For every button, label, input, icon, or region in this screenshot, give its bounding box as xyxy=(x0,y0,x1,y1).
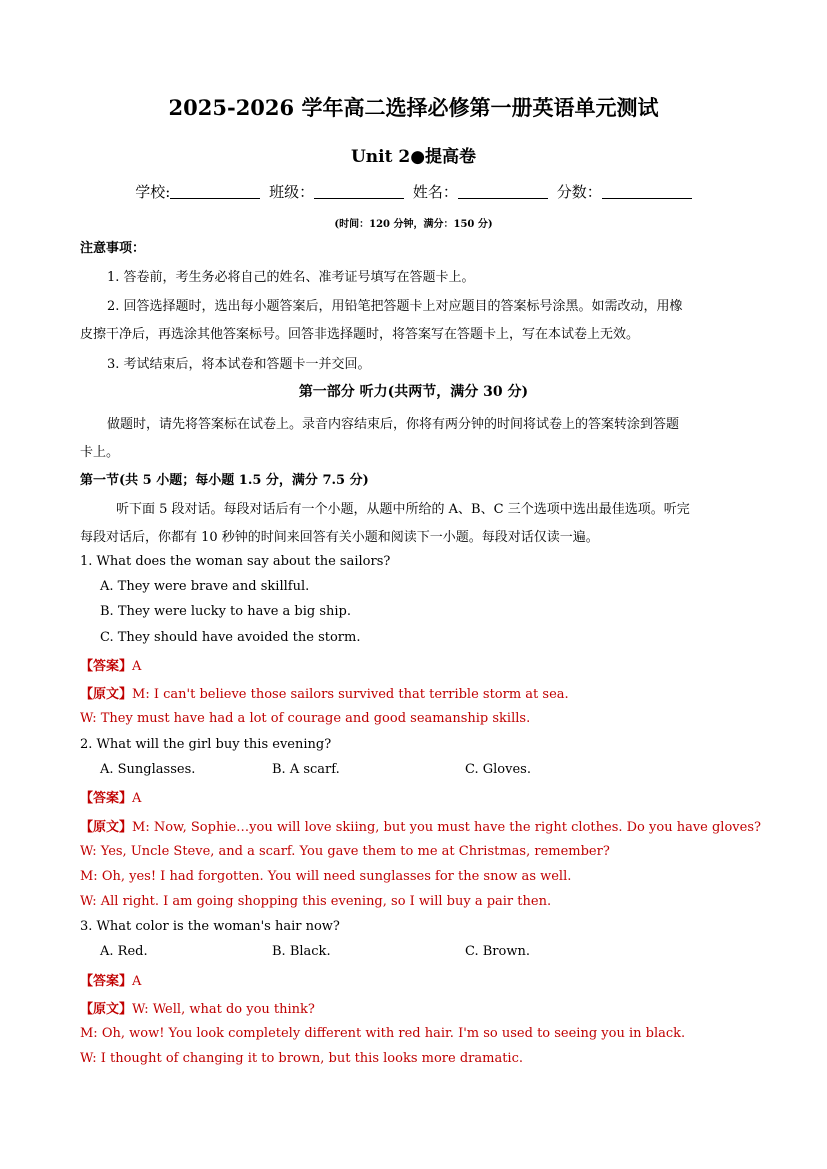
name-blank[interactable] xyxy=(458,182,548,199)
section1-heading: 第一节(共 5 小题；每小题 1.5 分，满分 7.5 分) xyxy=(80,473,369,488)
option: C. Gloves. xyxy=(465,762,531,777)
option: C. Brown. xyxy=(465,944,530,959)
class-blank[interactable] xyxy=(314,182,404,199)
transcript-line: 【原文】W: Well, what do you think? xyxy=(80,1002,315,1017)
page-subtitle: Unit 2●提高卷 xyxy=(350,147,477,167)
school-field: 学校: xyxy=(135,183,260,201)
section1-intro: 听下面 5 段对话。每段对话后有一个小题，从题中所给的 A、B、C 三个选项中选出最佳选项。听完 xyxy=(116,502,690,517)
transcript-line: W: All right. I am going shopping this evening, so I will buy a pair then. xyxy=(80,894,552,909)
time-note: (时间：120 分钟，满分：150 分) xyxy=(334,219,493,230)
notice-item: 3. 考试结束后，将本试卷和答题卡一并交回。 xyxy=(107,357,371,372)
score-field: 分数： xyxy=(557,183,692,201)
notice-item: 2. 回答选择题时，选出每小题答案后，用铅笔把答题卡上对应题目的答案标号涂黑。如需改动，用橡 xyxy=(107,299,683,314)
notice-item: 1. 答卷前，考生务必将自己的姓名、准考证号填写在答题卡上。 xyxy=(107,270,475,285)
score-blank[interactable] xyxy=(602,182,692,199)
notice-heading: 注意事项： xyxy=(80,241,146,256)
option: B. Black. xyxy=(272,944,331,959)
transcript-line: W: Yes, Uncle Steve, and a scarf. You gave them to me at Christmas, remember? xyxy=(80,844,610,859)
option: B. A scarf. xyxy=(272,762,340,777)
option: B. They were lucky to have a big ship. xyxy=(100,604,352,619)
part1-intro: 做题时，请先将答案标在试卷上。录音内容结束后，你将有两分钟的时间将试卷上的答案转涂到答题 xyxy=(107,417,680,432)
page-title: 2025-2026 学年高二选择必修第一册英语单元测试 xyxy=(168,95,659,120)
school-blank[interactable] xyxy=(170,182,260,199)
transcript-line: 【原文】M: I can't believe those sailors survived that terrible storm at sea. xyxy=(80,687,569,702)
part1-intro: 卡上。 xyxy=(80,445,120,460)
answer-line: 【答案】A xyxy=(80,974,142,989)
class-field: 班级： xyxy=(269,183,404,201)
question-stem: 1. What does the woman say about the sailors? xyxy=(80,554,391,569)
notice-item: 皮擦干净后，再选涂其他答案标号。回答非选择题时，将答案写在答题卡上，写在本试卷上无效。 xyxy=(80,327,640,342)
name-field: 姓名： xyxy=(413,183,548,201)
option: A. Red. xyxy=(100,944,148,959)
option: C. They should have avoided the storm. xyxy=(100,630,361,645)
transcript-line: 【原文】M: Now, Sophie…you will love skiing, but you must have the right clothes. Do you have gloves? xyxy=(80,820,761,835)
part1-heading: 第一部分 听力(共两节，满分 30 分) xyxy=(298,384,529,400)
transcript-line: M: Oh, wow! You look completely different with red hair. I'm so used to seeing you in black. xyxy=(80,1026,686,1041)
answer-line: 【答案】A xyxy=(80,791,142,806)
question-stem: 2. What will the girl buy this evening? xyxy=(80,737,332,752)
transcript-line: W: I thought of changing it to brown, but this looks more dramatic. xyxy=(80,1051,523,1066)
section1-intro: 每段对话后，你都有 10 秒钟的时间来回答有关小题和阅读下一小题。每段对话仅读一遍。 xyxy=(80,530,599,545)
transcript-line: W: They must have had a lot of courage and good seamanship skills. xyxy=(80,711,531,726)
transcript-line: M: Oh, yes! I had forgotten. You will need sunglasses for the snow as well. xyxy=(80,869,572,884)
answer-line: 【答案】A xyxy=(80,659,142,674)
option: A. Sunglasses. xyxy=(100,762,196,777)
student-info-row xyxy=(0,181,827,202)
option: A. They were brave and skillful. xyxy=(100,579,310,594)
question-stem: 3. What color is the woman's hair now? xyxy=(80,919,340,934)
